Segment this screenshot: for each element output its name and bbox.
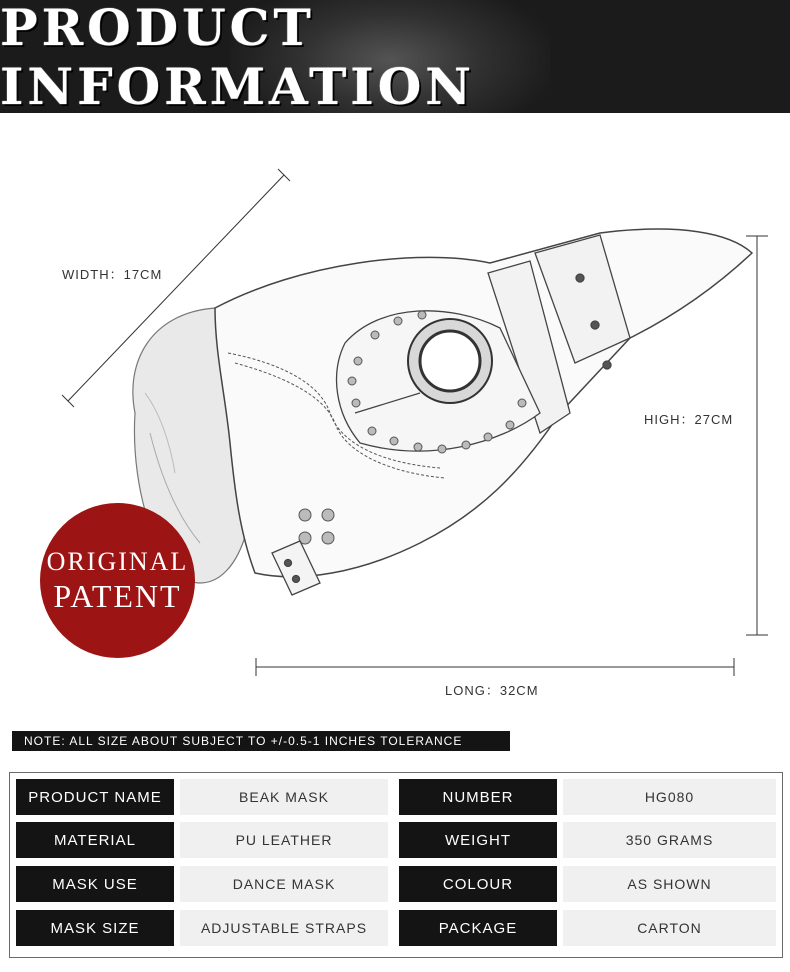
spec-label: PACKAGE	[399, 910, 557, 946]
height-label: HIGH：27CM	[644, 412, 734, 427]
spec-label: COLOUR	[399, 866, 557, 902]
badge-line-2: PATENT	[53, 577, 182, 614]
spec-value: AS SHOWN	[563, 866, 776, 902]
spec-value: PU LEATHER	[180, 822, 388, 858]
product-illustration	[0, 113, 790, 723]
spec-label: MATERIAL	[16, 822, 174, 858]
spec-label: NUMBER	[399, 779, 557, 815]
spec-value: CARTON	[563, 910, 776, 946]
spec-label: MASK SIZE	[16, 910, 174, 946]
page-title: PRODUCT INFORMATION	[0, 0, 475, 113]
spec-value: 350 GRAMS	[563, 822, 776, 858]
spec-value: HG080	[563, 779, 776, 815]
height-dimension-line	[746, 236, 768, 635]
tolerance-note: NOTE: ALL SIZE ABOUT SUBJECT TO +/-0.5-1 INCHES TOLERANCE	[12, 731, 510, 751]
spec-value: ADJUSTABLE STRAPS	[180, 910, 388, 946]
spec-row	[10, 910, 782, 946]
spec-value: DANCE MASK	[180, 866, 388, 902]
length-dimension-line	[256, 658, 734, 676]
badge-line-1: ORIGINAL	[46, 546, 189, 576]
spec-row	[10, 866, 782, 902]
spec-label: WEIGHT	[399, 822, 557, 858]
spec-table	[9, 772, 783, 958]
spec-row	[10, 779, 782, 815]
width-label: WIDTH：17CM	[62, 267, 163, 282]
original-patent-badge	[40, 503, 195, 658]
spec-value: BEAK MASK	[180, 779, 388, 815]
spec-label: MASK USE	[16, 866, 174, 902]
spec-row	[10, 822, 782, 858]
goggle-lens	[408, 319, 492, 403]
length-label: LONG：32CM	[445, 683, 539, 698]
header-banner	[0, 0, 790, 113]
spec-label: PRODUCT NAME	[16, 779, 174, 815]
